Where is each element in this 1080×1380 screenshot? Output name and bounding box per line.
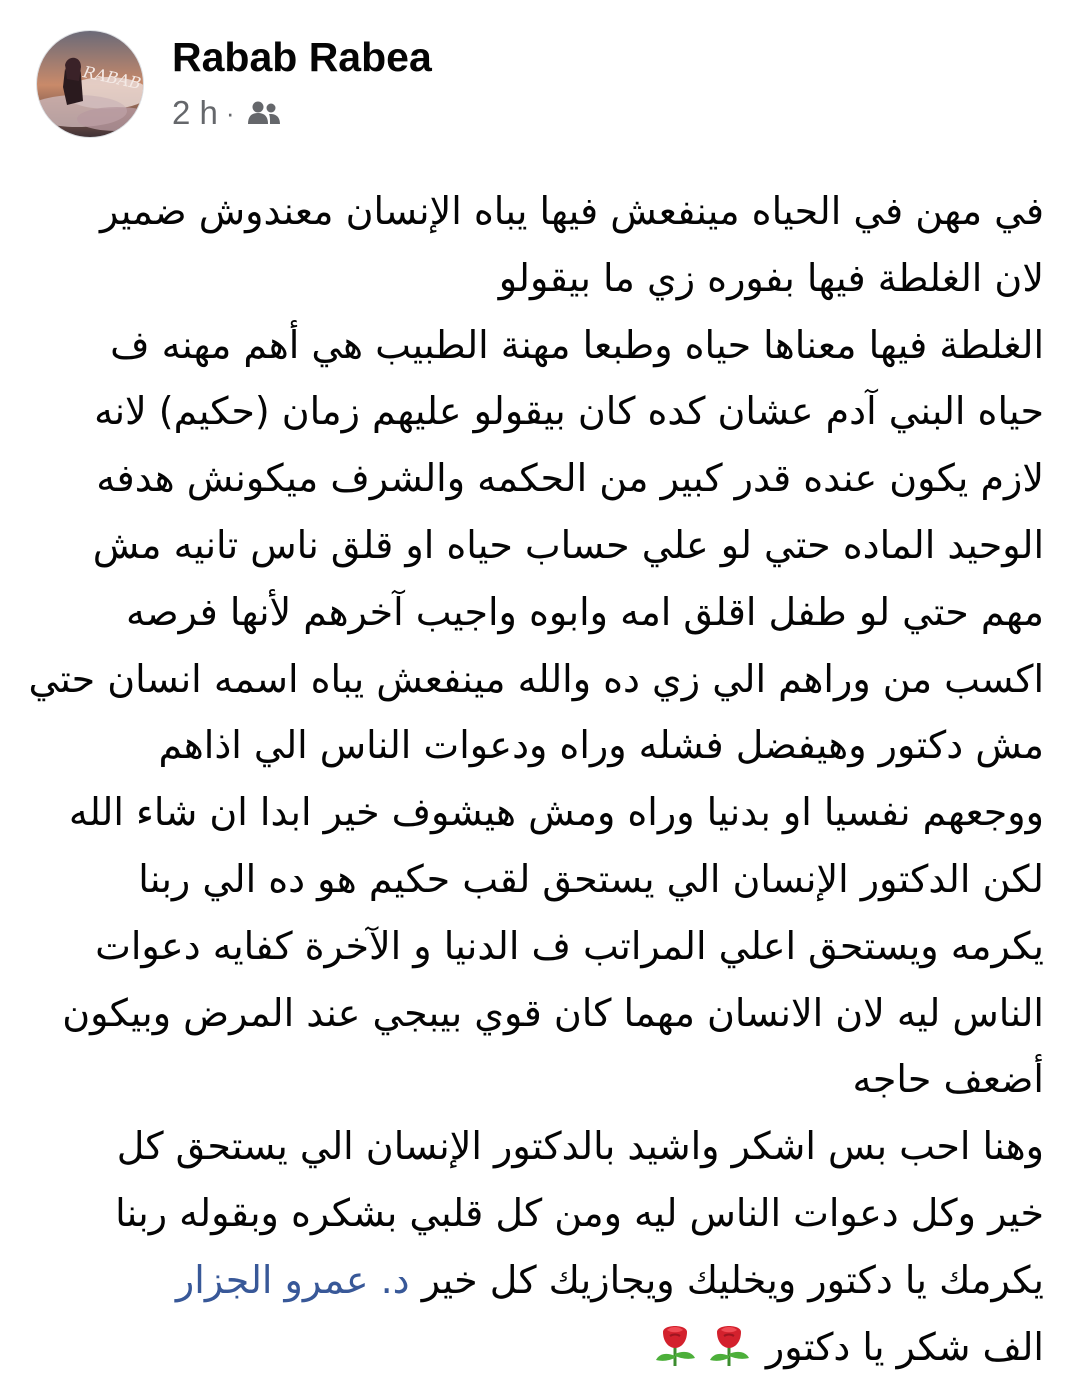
post-time[interactable]: 2 h (172, 94, 218, 131)
post-line: اكسب من وراهم الي زي ده والله مينفعش يباه اسمه انسان حتي (28, 656, 1044, 701)
friends-icon[interactable] (247, 100, 281, 126)
rose-icon (704, 1322, 754, 1368)
post-header (36, 30, 1044, 140)
post-line: في مهن في الحياه مينفعش فيها يباه الإنسان معندوش ضمير (99, 189, 1044, 233)
post-meta (172, 92, 281, 134)
avatar[interactable] (36, 30, 144, 138)
post-line: لكن الدكتور الإنسان الي يستحق لقب حكيم هو ده الي ربنا (138, 856, 1044, 901)
post-line: خير وكل دعوات الناس ليه ومن كل قلبي بشكره وبقوله ربنا (115, 1190, 1044, 1235)
post-line: الناس ليه لان الانسان مهما كان قوي بيبجي عند المرض وبيكون (62, 990, 1044, 1035)
post-line: أضعف حاجه (852, 1057, 1044, 1102)
avatar-text: RABAB (81, 62, 143, 94)
post-line-with-mention (36, 1247, 1044, 1314)
post-body (28, 178, 1044, 1380)
post-line-text: الف شكر يا دكتور (765, 1324, 1044, 1369)
post-line: مهم حتي لو طفل اقلق امه وابوه واجيب آخرهم لأنها فرصه (126, 589, 1044, 634)
post-line-text: يكرمك يا دكتور ويخليك ويجازيك كل خير (421, 1257, 1044, 1302)
avatar-image (37, 31, 144, 138)
post-line: حياه البني آدم عشان كده كان بيقولو عليهم زمان (حكيم) لانه (94, 389, 1044, 434)
post-line: يكرمه ويستحق اعلي المراتب ف الدنيا و الآخرة كفايه دعوات (95, 923, 1044, 968)
post-line: الغلطة فيها معناها حياه وطبعا مهنة الطبيب هي أهم مهنه ف (110, 322, 1044, 367)
post-line: لازم يكون عنده قدر كبير من الحكمه والشرف ميكونش هدفه (96, 456, 1044, 501)
rose-icon (650, 1322, 700, 1368)
author-name[interactable]: Rabab Rabea (172, 34, 432, 80)
post-line: وهنا احب بس اشكر واشيد بالدكتور الإنسان الي يستحق كل (116, 1124, 1044, 1169)
post-line: الوحيد الماده حتي لو علي حساب حياه او قلق ناس تانيه مش (92, 522, 1044, 567)
meta-separator: · (225, 97, 235, 128)
mention-link[interactable]: د. عمرو الجزار (175, 1257, 410, 1302)
post-line: مش دكتور وهيفضل فشله وراه ودعوات الناس الي اذاهم (158, 723, 1044, 768)
post-line: ووجعهم نفسيا او بدنيا وراه ومش هيشوف خير ابدا ان شاء الله (68, 790, 1044, 835)
post-line-with-emoji (36, 1314, 1044, 1380)
post-line: لان الغلطة فيها بفوره زي ما بيقولو (498, 255, 1044, 300)
